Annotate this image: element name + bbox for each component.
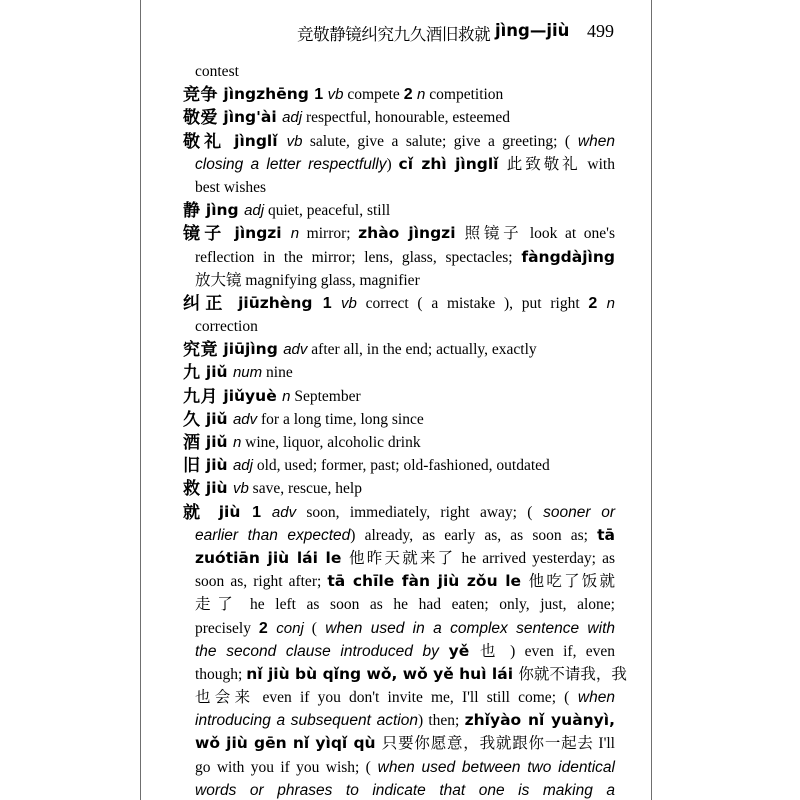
usage-note: introducing a subsequent action <box>195 712 418 730</box>
part-of-speech: adv <box>283 341 308 359</box>
definition-text: with <box>580 155 615 173</box>
usage-note: closing a letter respectfully <box>195 155 387 173</box>
entry-line <box>181 269 615 292</box>
definition-text: wine, liquor, alcoholic drink <box>241 434 421 451</box>
definition-text: contest <box>195 63 239 80</box>
entry-line <box>181 292 615 315</box>
pinyin: yě <box>448 641 480 660</box>
entry-line <box>181 361 615 384</box>
definition-text: after all, in the end; actually, exactly <box>307 341 537 359</box>
entry-line <box>181 338 615 361</box>
headword: 就 <box>183 502 207 523</box>
entry-line <box>181 315 615 338</box>
header-characters: 竞敬静镜纠究九久酒旧救就 <box>297 25 491 44</box>
chinese-example: 他昨天就来了 <box>349 548 456 567</box>
entry-line <box>181 570 615 593</box>
sense-number: 2 <box>588 294 607 312</box>
part-of-speech: vb <box>327 86 344 104</box>
pinyin: jiù <box>200 456 233 475</box>
entry-line <box>181 153 615 176</box>
headword: 敬礼 <box>183 131 226 152</box>
entry-line <box>181 663 627 686</box>
sense-number: 2 <box>403 86 418 104</box>
pinyin: fàngdàjìng <box>521 247 615 266</box>
definition-text: save, rescue, help <box>248 480 362 498</box>
pinyin: jìngzi <box>225 224 291 243</box>
definition-text: ( <box>303 619 317 637</box>
entry-line <box>181 617 615 640</box>
definition-text: ) <box>386 155 399 173</box>
headword: 久 <box>183 409 201 430</box>
definition-text: respectful, honourable, esteemed <box>302 109 510 127</box>
dictionary-page <box>140 0 652 800</box>
definition-text: correct ( a mistake ), put right <box>356 294 589 312</box>
chinese-example: 照镜子 <box>464 224 523 243</box>
running-header <box>141 19 651 47</box>
part-of-speech: n <box>606 294 616 312</box>
sense-number: 1 <box>322 294 341 312</box>
usage-note: sooner or <box>532 503 616 521</box>
pinyin: jìngzhēng <box>218 85 315 104</box>
definition-text: ) even if, even <box>500 642 615 660</box>
definition-text: correction <box>195 318 258 336</box>
chinese-example: 放大镜 <box>195 270 242 289</box>
definition-text: I'll <box>593 735 615 753</box>
definition-text: competition <box>425 86 504 104</box>
headword: 静 <box>183 201 201 222</box>
headword: 酒 <box>183 433 201 453</box>
entry-line <box>181 593 615 616</box>
part-of-speech: conj <box>276 619 304 637</box>
pinyin: zhǐyào nǐ yuànyì, <box>464 711 615 730</box>
chinese-example: 你就不请我，我 <box>518 664 627 683</box>
entry-line <box>181 60 615 83</box>
entry-line <box>181 246 615 269</box>
definition-text: even if you don't invite me, I'll still come; ( <box>254 689 570 707</box>
entry-line <box>181 408 615 431</box>
entry-line <box>181 454 615 477</box>
definition-text: compete <box>343 86 404 104</box>
chinese-example: 只要你愿意，我就跟你一起去 <box>381 734 594 753</box>
definition-text: reflection in the mirror; lens, glass, spectacles; <box>195 248 522 266</box>
entry-line <box>181 756 615 779</box>
headword: 九月 <box>183 386 218 407</box>
definition-text: he left as soon as he had eaten; only, just, alone; <box>239 596 615 614</box>
definition-text: nine <box>262 364 293 382</box>
entry-line <box>181 524 615 547</box>
pinyin: wǒ jiù gēn nǐ yìqǐ qù <box>195 734 382 753</box>
definition-text: though; <box>195 665 247 683</box>
pinyin: jìng'ài <box>218 108 283 127</box>
usage-note: the second clause introduced by <box>195 642 449 660</box>
entry-line <box>181 385 615 408</box>
headword: 纠正 <box>183 293 228 314</box>
usage-note: when used in a complex sentence with <box>316 619 615 637</box>
part-of-speech: n <box>290 225 300 243</box>
pinyin: zuótiān jiù lái le <box>195 548 350 567</box>
entry-line <box>181 130 615 153</box>
headword: 旧 <box>183 456 201 477</box>
header-pinyin-range: jìng—jiù <box>495 21 570 40</box>
headword: 竞争 <box>183 85 218 106</box>
entry-line <box>181 106 615 129</box>
part-of-speech: adv <box>271 503 297 521</box>
entry-line <box>181 547 615 570</box>
definition-text: salute, give a salute; give a greeting; ( <box>302 132 571 150</box>
part-of-speech: adv <box>232 410 258 428</box>
chinese-example: 他吃了饭就 <box>528 572 615 591</box>
definition-text: he arrived yesterday; as <box>455 549 615 567</box>
part-of-speech: adj <box>232 457 253 475</box>
entry-line <box>181 176 615 199</box>
pinyin: zhào jìngzi <box>358 224 465 243</box>
definition-text: precisely <box>195 619 259 637</box>
usage-note: words or phrases to indicate that one is making a <box>195 781 615 799</box>
entry-line <box>181 709 615 732</box>
part-of-speech: adj <box>282 109 303 127</box>
pinyin: tā <box>597 525 615 544</box>
part-of-speech: n <box>417 86 426 104</box>
definition-text: soon, immediately, right away; ( <box>296 503 533 521</box>
entry-line <box>181 501 615 524</box>
pinyin: jiù <box>200 479 233 498</box>
pinyin: nǐ jiù bù qǐng wǒ, wǒ yě huì lái <box>246 664 519 683</box>
definition-text: look at one's <box>522 225 615 243</box>
part-of-speech: n <box>232 434 242 451</box>
chinese-example: 此致敬礼 <box>506 154 581 173</box>
entry-line <box>181 431 615 454</box>
entry-line <box>181 640 615 663</box>
dictionary-entries <box>181 60 627 800</box>
definition-text: soon as, right after; <box>195 573 328 591</box>
definition-text: magnifying glass, magnifier <box>241 271 420 289</box>
pinyin: jiǔ <box>200 433 233 451</box>
pinyin: cǐ zhì jìnglǐ <box>398 154 507 173</box>
entry-line <box>181 477 615 500</box>
chinese-example: 也会来 <box>195 688 255 707</box>
usage-note: when <box>569 689 615 707</box>
pinyin: tā chīle fàn jiù zǒu le <box>327 572 529 591</box>
pinyin: jìng <box>200 201 245 220</box>
headword: 究竟 <box>183 340 218 361</box>
usage-note: when <box>570 132 615 150</box>
part-of-speech: n <box>282 387 291 405</box>
pinyin: jìnglǐ <box>225 131 287 150</box>
entry-line <box>181 732 615 755</box>
entry-line <box>181 83 615 106</box>
entry-line <box>181 222 615 245</box>
headword: 救 <box>183 479 201 500</box>
part-of-speech: vb <box>341 294 357 312</box>
sense-number: 1 <box>252 503 272 521</box>
part-of-speech: vb <box>232 480 249 498</box>
part-of-speech: num <box>232 364 263 382</box>
definition-text: for a long time, long since <box>257 410 424 428</box>
definition-text: ) then; <box>417 712 465 730</box>
pinyin: jiūjìng <box>218 340 284 359</box>
pinyin: jiǔ <box>200 363 233 382</box>
sense-number: 2 <box>258 619 277 637</box>
page-number: 499 <box>587 21 614 41</box>
sense-number: 1 <box>314 86 328 104</box>
definition-text: quiet, peaceful, still <box>264 202 391 220</box>
usage-note: when used between two identical <box>370 758 615 776</box>
chinese-example: 走了 <box>195 595 240 614</box>
headword: 敬爱 <box>183 108 218 129</box>
definition-text: ) already, as early as, as soon as; <box>350 526 598 544</box>
definition-text: old, used; former, past; old-fashioned, outdated <box>252 457 550 475</box>
pinyin: jiǔ <box>200 409 233 428</box>
headword: 镜子 <box>183 224 226 245</box>
entry-line <box>181 779 615 800</box>
part-of-speech: adj <box>244 202 265 220</box>
definition-text: best wishes <box>195 178 267 196</box>
definition-text: mirror; <box>299 225 359 243</box>
pinyin: jiǔyuè <box>218 386 283 405</box>
entry-line <box>181 686 615 709</box>
chinese-example: 也 <box>480 641 501 660</box>
pinyin: jiūzhèng <box>227 293 323 312</box>
pinyin: jiù <box>206 502 253 521</box>
part-of-speech: vb <box>286 132 303 150</box>
definition-text: go with you if you wish; ( <box>195 758 371 776</box>
usage-note: earlier than expected <box>195 526 351 544</box>
headword: 九 <box>183 363 201 384</box>
definition-text: September <box>290 387 361 405</box>
entry-line <box>181 199 615 222</box>
